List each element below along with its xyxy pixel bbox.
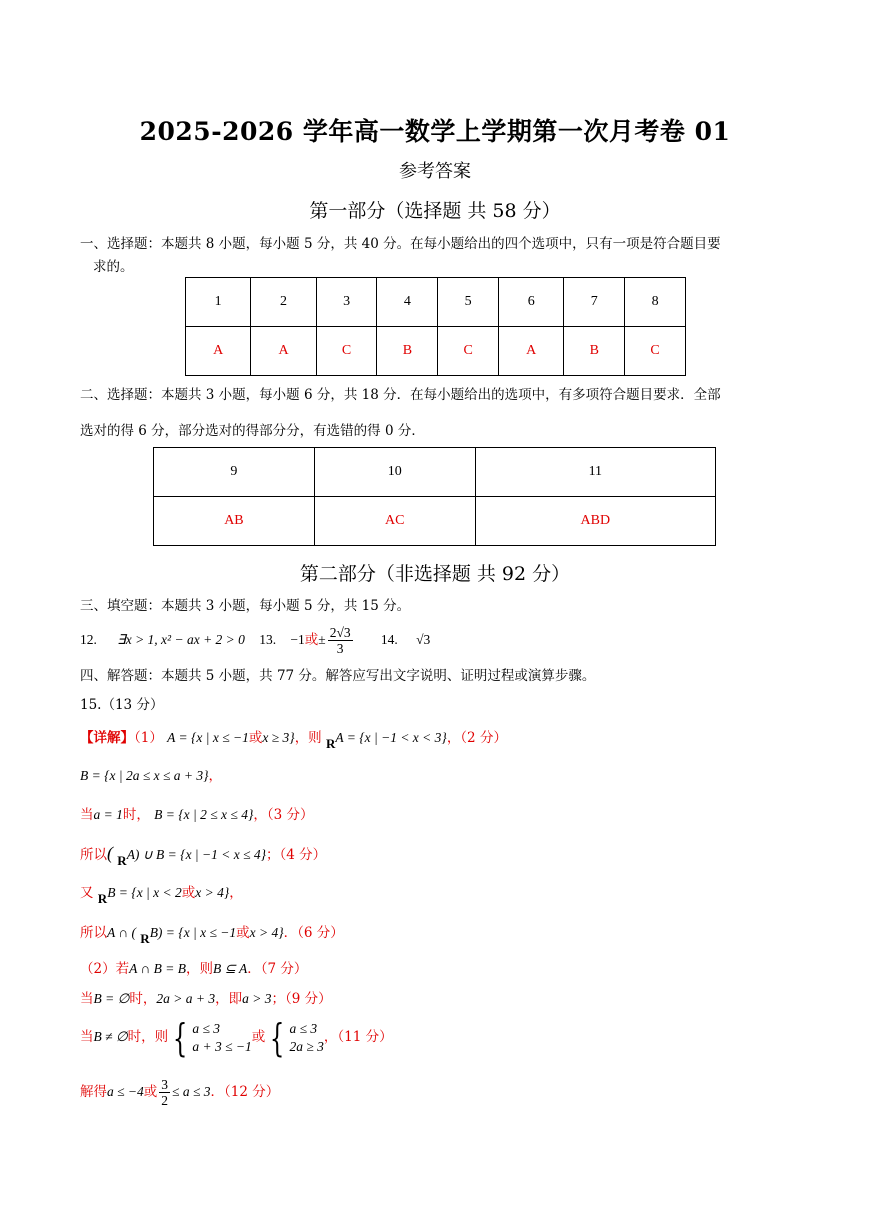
or-word: 或 [251,1029,266,1045]
score-mark: ．（6 分） [283,925,344,941]
solution-line-4 [80,843,327,868]
solution-tag: 【详解】 [80,730,134,746]
math-expr: A = {x | x ≤ −1 [167,730,249,745]
q13-fraction [328,625,353,656]
page-title: 2025-2026 学年高一数学上学期第一次月考卷 01 [139,117,731,146]
answer-cell: C [625,327,686,376]
solution-line-8 [80,987,332,1007]
score-mark: ，（3 分） [253,807,314,823]
math-expr: A ∩ B = B [129,961,186,976]
complement-subscript: R [140,931,150,946]
math-expr: A ∩ ( [107,925,136,940]
math-expr: B = ∅ [93,991,130,1006]
text: 又 [80,885,94,901]
complement-subscript: R [325,736,336,751]
score-mark: ．（7 分） [247,961,308,977]
fill-in-answers [80,625,430,661]
solution-line-10 [80,1072,279,1112]
q13-numerator: 2√3 [329,625,351,640]
system-row: a ≤ 3 [289,1020,318,1036]
section2-answer-table [153,447,716,546]
complement-subscript: R [97,891,108,906]
section1-instruction-line1: 一、选择题：本题共 8 小题，每小题 5 分，共 40 分。在每小题给出的四个选项中，只有一项是符合题目要 [80,236,721,252]
question-number-cell: 10 [314,448,475,497]
math-expr: x > 4} [249,925,284,940]
answer-cell: A [499,327,564,376]
score-mark: ，（2 分） [446,730,507,746]
q14-answer: √3 [416,632,431,647]
part1-heading: 第一部分（选择题 共 58 分） [309,200,561,222]
system-row: a ≤ 3 [192,1020,221,1036]
solution-line-1 [80,726,507,751]
math-expr: B = {x | x < 2 [107,885,182,900]
answer-cell: ABD [475,497,715,546]
question-number-cell: 6 [499,278,564,327]
q13-pm: ± [318,632,326,647]
answer-cell: C [438,327,499,376]
text: 解得 [80,1084,107,1100]
left-brace: { [173,1015,188,1060]
table-row-answers [154,497,716,546]
math-expr: a ≤ −4 [107,1084,144,1099]
section3-instruction: 三、填空题：本题共 3 小题，每小题 5 分，共 15 分。 [80,598,411,614]
solution-line-9 [80,1015,393,1059]
answer-cell: AC [314,497,475,546]
question-number-cell: 1 [186,278,251,327]
math-expr: a > 3 [242,991,272,1006]
question-number-cell: 11 [475,448,715,497]
question-number-cell: 8 [625,278,686,327]
answer-cell: B [564,327,625,376]
solution-line-5 [80,881,243,906]
text: ，即 [215,991,243,1007]
or-word: 或 [236,925,250,941]
system-row: 2a ≥ 3 [289,1038,324,1054]
text: 所以 [80,925,107,941]
math-expr: A) ∪ B = {x | −1 < x ≤ 4} [126,847,267,862]
or-word: 或 [143,1084,158,1100]
table-row-numbers [154,448,716,497]
q12-answer: ∃x > 1, x² − ax + 2 > 0 [117,632,245,647]
section1-answer-table [185,277,686,376]
q13-label: 13. [259,632,277,647]
q13-denominator: 3 [336,641,344,656]
math-expr: B ⊆ A [212,961,248,976]
answer-cell: C [316,327,377,376]
inequality-system-1 [192,1020,251,1056]
section2-instruction-line1: 二、选择题：本题共 3 小题，每小题 6 分，共 18 分．在每小题给出的选项中，有多项符合题目要求．全部 [80,387,721,403]
complement-subscript: R [117,853,127,868]
math-expr: B) = {x | x ≤ −1 [149,925,237,940]
text: ，则 [185,961,213,977]
math-expr: a = 1 [93,807,123,822]
page-subtitle: 参考答案 [399,161,471,182]
or-word: 或 [248,730,263,746]
text: 所以 [80,847,107,863]
or-word: 或 [181,885,196,901]
score-mark: ，（11 分） [323,1029,393,1045]
solution-line-3 [80,803,313,823]
solution-line-7 [80,957,307,977]
part-2-marker: （2）若 [80,961,130,977]
answer-cell: AB [154,497,315,546]
part-1-marker: （1） [134,730,163,746]
text: ， [229,885,243,901]
score-mark: ；（9 分） [271,991,332,1007]
q15-label: 15.（13 分） [80,697,164,713]
part2-heading: 第二部分（非选择题 共 92 分） [299,563,571,585]
math-expr: ≤ a ≤ 3 [172,1084,211,1099]
solution-line-2 [80,764,222,784]
text: 当 [80,807,94,823]
math-expr: B = {x | 2 ≤ x ≤ 4} [154,807,254,822]
section1-instruction-line2: 求的。 [93,259,134,275]
question-number-cell: 7 [564,278,625,327]
q12-label: 12. [80,632,97,647]
q14-label: 14. [380,632,398,647]
math-expr: 2a > a + 3 [156,991,216,1006]
question-number-cell: 5 [438,278,499,327]
inequality-system-2 [289,1020,323,1056]
math-expr: A = {x | −1 < x < 3} [335,730,447,745]
text: 时， [129,991,157,1007]
answer-cell: B [377,327,438,376]
system-row: a + 3 ≤ −1 [192,1038,252,1054]
fraction [159,1077,170,1108]
score-mark: ．（12 分） [210,1084,280,1100]
math-expr: x > 4} [195,885,230,900]
q13-answer-a: −1 [290,632,305,647]
section2-instruction-line2: 选对的得 6 分，部分选对的得部分分，有选错的得 0 分． [80,423,425,439]
numerator: 3 [161,1077,169,1092]
answer-cell: A [186,327,251,376]
text: 当 [80,991,94,1007]
left-brace: { [270,1015,285,1060]
math-expr: B = {x | 2a ≤ x ≤ a + 3} [80,768,209,783]
section4-instruction: 四、解答题：本题共 5 小题，共 77 分。解答应写出文字说明、证明过程或演算步骤。 [80,668,596,684]
denominator: 2 [161,1093,169,1108]
question-number-cell: 2 [251,278,316,327]
answer-cell: A [251,327,316,376]
text: 时， [122,807,150,823]
question-number-cell: 9 [154,448,315,497]
solution-line-6 [80,921,344,946]
question-number-cell: 4 [377,278,438,327]
math-expr: B ≠ ∅ [93,1029,128,1044]
math-expr: x ≥ 3} [262,730,295,745]
table-row-numbers [186,278,686,327]
text: 当 [80,1029,94,1045]
text: 时，则 [127,1029,169,1045]
question-number-cell: 3 [316,278,377,327]
table-row-answers [186,327,686,376]
text: ，则 [294,730,322,746]
score-mark: ；（4 分） [266,847,327,863]
paren: ( [107,843,113,863]
q13-or: 或 [304,632,319,648]
text: ， [208,768,223,784]
